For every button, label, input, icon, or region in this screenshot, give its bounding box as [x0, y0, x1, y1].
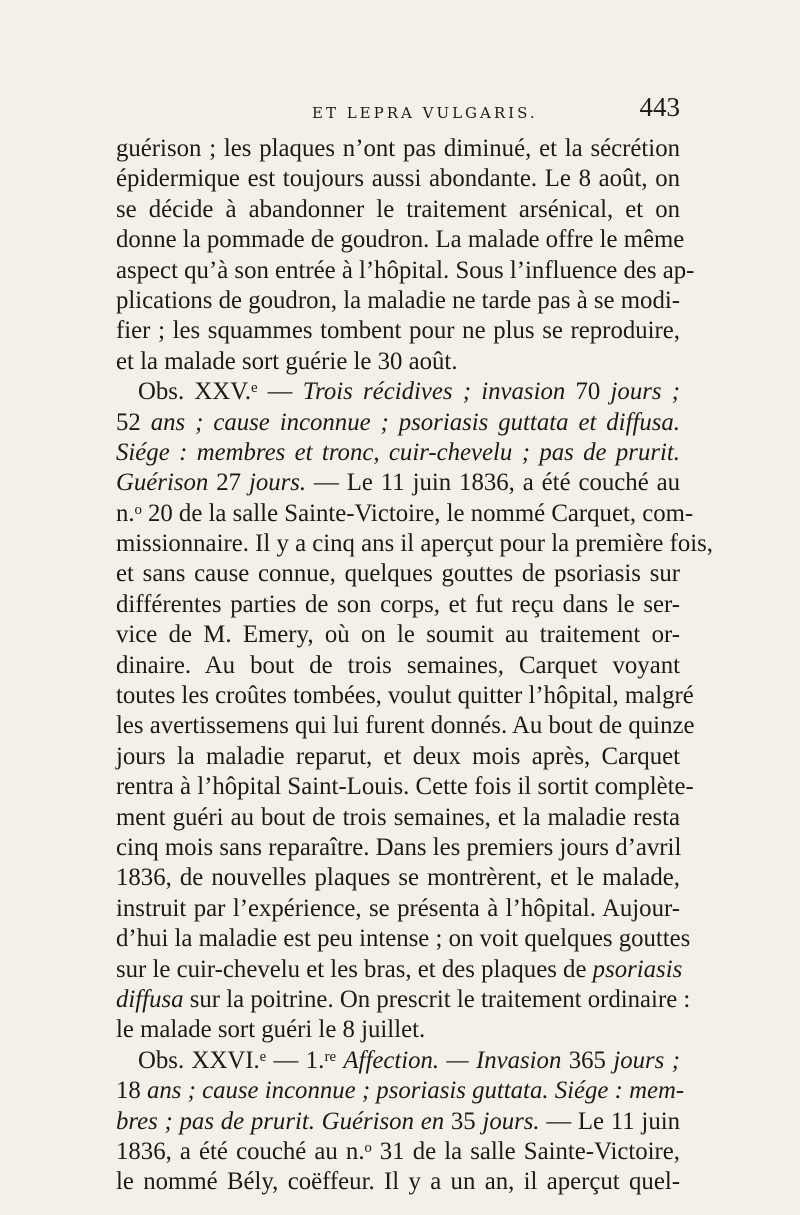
text-line: [116, 1107, 680, 1137]
text-segment: le nommé Bély, coëffeur. Il y a un an, il aperçut quel-: [116, 1168, 680, 1196]
text-segment: — Le 11 juin 1836, a été couché au: [306, 469, 681, 497]
text-segment: instruit par l’expérience, se présenta à l’hôpital. Aujour-: [116, 894, 680, 922]
text-segment: Obs. XXV.ᵉ —: [138, 378, 303, 406]
text-segment: 52: [116, 408, 151, 436]
text-segment: — Le 11 juin: [539, 1107, 681, 1135]
text-segment: plications de goudron, la maladie ne tarde pas à se modi-: [116, 286, 680, 314]
text-line: [116, 955, 683, 985]
text-segment: 365: [561, 1046, 614, 1074]
text-line: [116, 1137, 680, 1167]
text-line: [116, 316, 680, 346]
text-line: [116, 347, 680, 377]
italic-text: bres ; pas de prurit. Guérison en: [116, 1107, 445, 1135]
text-line: [116, 651, 680, 681]
text-line: [116, 681, 694, 711]
text-segment: n.ᵒ 20 de la salle Sainte-Victoire, le nommé Carquet, com-: [116, 499, 694, 527]
text-line: [116, 863, 680, 893]
text-segment: 27: [208, 469, 249, 497]
text-segment: donne la pommade de goudron. La malade offre le même: [116, 226, 685, 254]
text-segment: les avertissemens qui lui furent donnés. Au bout de quinze: [116, 712, 695, 740]
italic-text: jours.: [248, 469, 307, 497]
text-segment: dinaire. Au bout de trois semaines, Carquet voyant: [116, 651, 680, 679]
text-line: [116, 225, 685, 255]
text-line: [116, 711, 695, 741]
italic-text: diffusa: [116, 985, 184, 1013]
text-segment: jours la maladie reparut, et deux mois après, Carquet: [116, 742, 680, 770]
text-line: [116, 164, 680, 194]
italic-text: Siége : membres et tronc, cuir-chevelu ; pas de prurit.: [116, 438, 680, 466]
text-segment: fier ; les squammes tombent pour ne plus se reproduire,: [116, 317, 680, 345]
text-line: [116, 772, 694, 802]
text-line: [116, 803, 680, 833]
italic-text: Affection. — Invasion: [343, 1046, 562, 1074]
text-line: [116, 1015, 680, 1045]
text-segment: différentes parties de son corps, et fut reçu dans le ser-: [116, 590, 680, 618]
text-segment: et la malade sort guérie le 30 août.: [116, 347, 458, 375]
text-line: [116, 833, 680, 863]
text-line: [116, 499, 694, 529]
text-segment: Obs. XXVI.ᵉ — 1.ʳᵉ: [138, 1046, 344, 1074]
text-line: [116, 134, 680, 164]
text-line: [116, 286, 680, 316]
italic-text: Guérison: [116, 469, 209, 497]
text-segment: se décide à abandonner le traitement arsénical, et on: [116, 195, 680, 223]
text-segment: aspect qu’à son entrée à l’hôpital. Sous l’influence des ap-: [116, 256, 695, 284]
text-segment: cinq mois sans reparaître. Dans les premiers jours d’avril: [116, 833, 682, 861]
text-line: [116, 1167, 680, 1197]
text-line: [116, 590, 680, 620]
text-line: [116, 468, 680, 498]
text-line: [116, 742, 680, 772]
body-text: [116, 134, 714, 1198]
text-segment: sur le cuir-chevelu et les bras, et des plaques de: [116, 955, 593, 983]
text-line: [116, 377, 680, 407]
text-segment: missionnaire. Il y a cinq ans il aperçut pour la première fois,: [116, 530, 714, 558]
italic-text: jours.: [482, 1107, 540, 1135]
page-header: [300, 92, 680, 136]
running-head: ET LEPRA VULGARIS.: [312, 104, 538, 122]
text-line: [116, 559, 680, 589]
italic-text: jours ;: [610, 378, 680, 406]
text-line: [116, 256, 695, 286]
italic-text: ans ; cause inconnue ; psoriasis guttata et diffusa.: [150, 408, 680, 436]
text-segment: 1836, de nouvelles plaques se montrèrent, et le malade,: [116, 864, 680, 892]
text-segment: sur la poitrine. On prescrit le traitement ordinaire :: [183, 985, 691, 1013]
text-line: [116, 1046, 680, 1076]
italic-text: jours ;: [613, 1046, 680, 1074]
text-line: [116, 620, 680, 650]
text-segment: et sans cause connue, quelques gouttes de psoriasis sur: [116, 560, 680, 588]
text-line: [116, 438, 680, 468]
text-line: [116, 529, 714, 559]
text-segment: épidermique est toujours aussi abondante. Le 8 août, on: [116, 165, 680, 193]
text-segment: 35: [444, 1107, 483, 1135]
text-line: [116, 195, 680, 225]
text-segment: rentra à l’hôpital Saint-Louis. Cette fois il sortit complète-: [116, 773, 694, 801]
text-segment: 70: [565, 378, 611, 406]
text-segment: guérison ; les plaques n’ont pas diminué, et la sécrétion: [116, 135, 680, 162]
text-segment: 18: [116, 1077, 147, 1105]
text-segment: ment guéri au bout de trois semaines, et la maladie resta: [116, 803, 680, 831]
italic-text: psoriasis: [592, 955, 683, 983]
text-segment: 1836, a été couché au n.ᵒ 31 de la salle Sainte-Victoire,: [116, 1137, 680, 1165]
italic-text: Trois récidives ; invasion: [302, 378, 566, 406]
text-segment: toutes les croûtes tombées, voulut quitter l’hôpital, malgré: [116, 682, 694, 710]
text-line: [116, 894, 680, 924]
text-segment: d’hui la maladie est peu intense ; on voit quelques gouttes: [116, 925, 691, 953]
text-segment: le malade sort guéri le 8 juillet.: [116, 1016, 426, 1044]
italic-text: ans ; cause inconnue ; psoriasis guttata. Siége : mem-: [147, 1077, 685, 1105]
text-line: [116, 924, 691, 954]
text-line: [116, 408, 680, 438]
text-segment: vice de M. Emery, où on le soumit au traitement or-: [116, 621, 680, 649]
text-line: [116, 985, 691, 1015]
page-number: 443: [639, 92, 680, 122]
text-line: [116, 1076, 685, 1106]
